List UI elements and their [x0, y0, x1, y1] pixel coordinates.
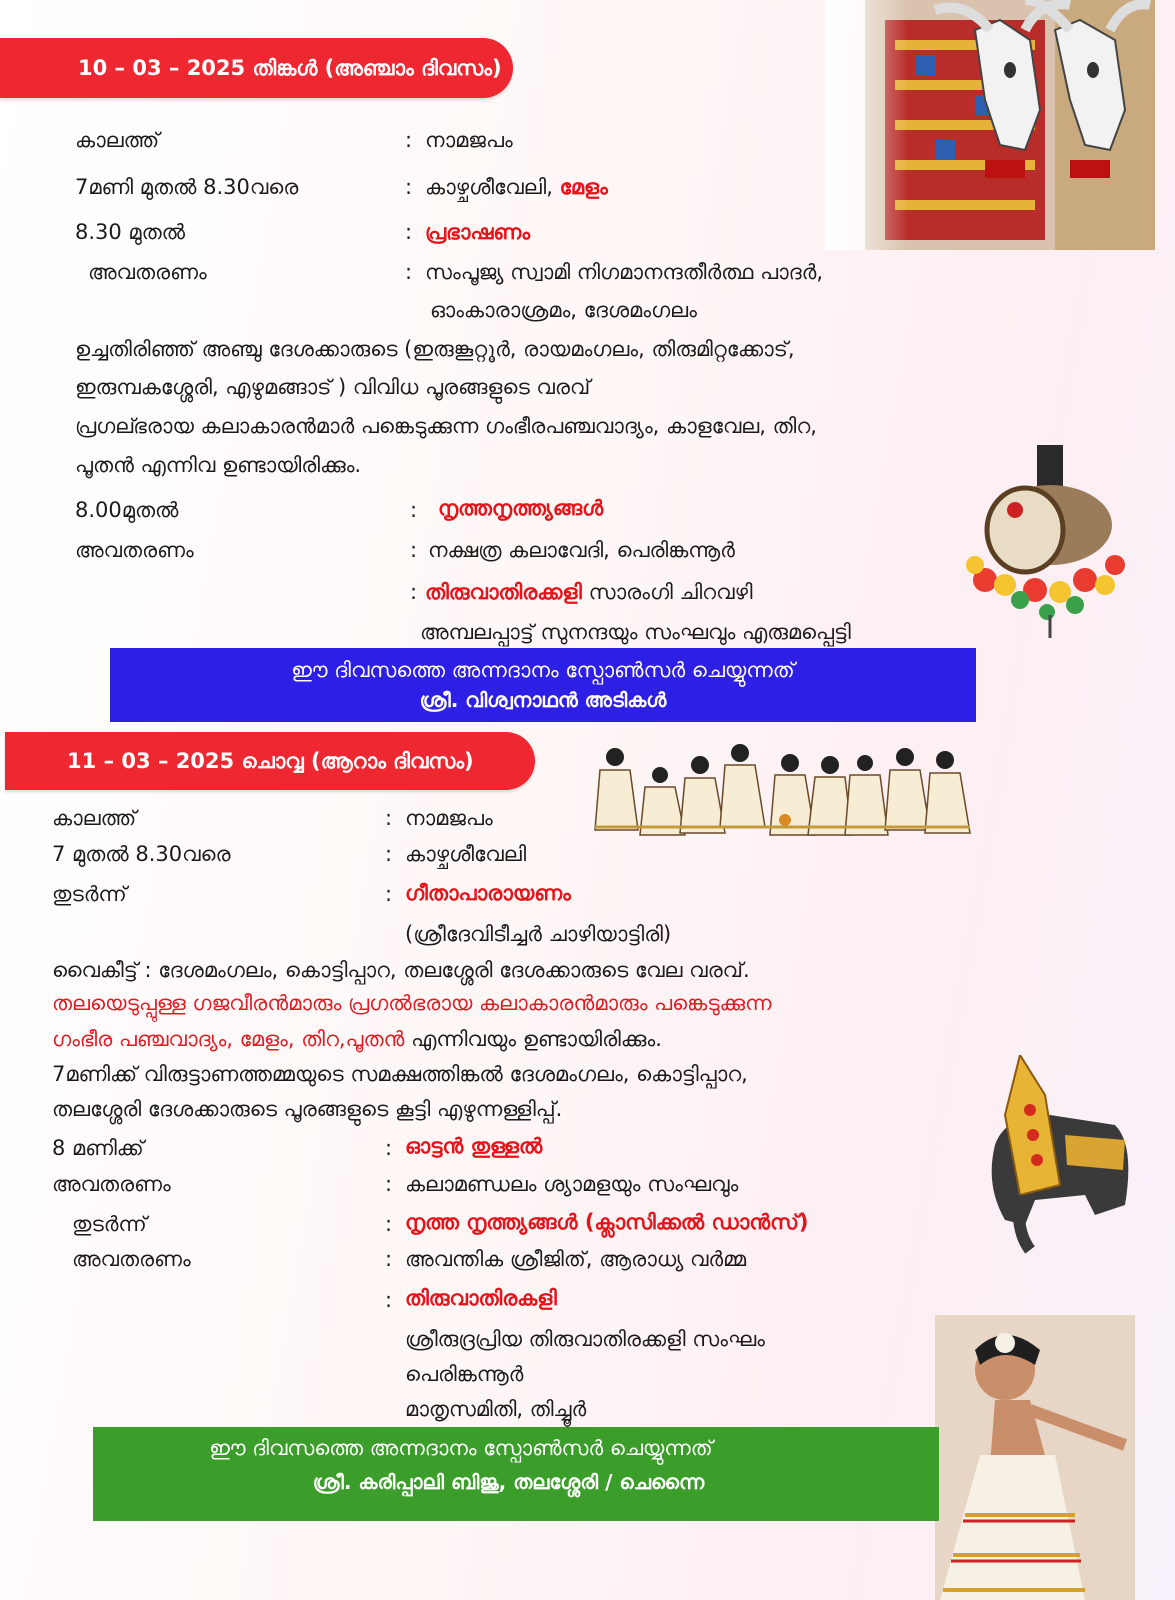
day5-row-dance-presenter-label: അവതരണം: [75, 538, 194, 562]
colon: :: [385, 882, 393, 906]
colon: :: [385, 1136, 393, 1160]
day6-row-seeveli-value: കാഴ്ചശീവേലി: [405, 842, 527, 866]
colon: :: [385, 1247, 393, 1271]
day5-presenter-value: സംപൂജ്യ സ്വാമി നിഗമാനന്ദതീർത്ഥ പാദർ,: [425, 260, 824, 284]
day5-paragraph-line2: ഇരുമ്പകശ്ശേരി, എഴുമങ്ങാട് ) വിവിധ പൂരങ്ങളുടെ വരവ്: [75, 375, 591, 399]
colon: :: [385, 1288, 393, 1312]
day6-row-dance-presenter-label: അവതരണം: [72, 1247, 191, 1271]
day5-paragraph-line1: ഉച്ചതിരിഞ്ഞ് അഞ്ചു ദേശക്കാരുടെ (ഇരുങ്കൂറ്റൂർ, രായമംഗലം, തിരുമിറ്റക്കോട്,: [75, 337, 795, 361]
day6-row-seeveli-label: 7 മുതൽ 8.30വരെ: [52, 842, 231, 866]
day5-sponsor-name: ശ്രീ. വിശ്വനാഥൻ അടികൾ: [419, 688, 667, 712]
day6-row-dance-label: തുടർന്ന്: [72, 1212, 147, 1236]
colon: :: [410, 580, 418, 604]
day6-date-banner-text: 11 – 03 – 2025 ചൊവ്വ (ആറാം ദിവസം): [67, 748, 474, 773]
day5-dance-highlight: നൃത്തനൃത്ത്യങ്ങൾ: [438, 496, 604, 520]
day6-sponsor-heading: ഈ ദിവസത്തെ അന്നദാനം സ്പോൺസർ ചെയ്യുന്നത്: [209, 1436, 713, 1460]
day6-thiruvathira-group-line2: പെരിങ്കന്നൂർ: [405, 1362, 524, 1386]
day6-thiruvathira-group-line1: ശ്രീരുദ്രപ്രിയ തിരുവാതിരക്കളി സംഘം: [405, 1327, 765, 1351]
day6-ottan-presenter-value: കലാമണ്ഡലം ശ്യാമളയും സംഘവും: [405, 1172, 739, 1196]
day6-date-banner: [5, 732, 535, 790]
day6-red-line1: തലയെടുപ്പുള്ള ഗജവീരൻമാരും പ്രഗൽഭരായ കലാകാരൻമാരും പങ്കെടുക്കുന്ന: [52, 991, 772, 1015]
day6-row-ottan-label: 8 മണിക്ക്: [52, 1136, 144, 1160]
day5-row-seeveli-label: 7മണി മുതൽ 8.30വരെ: [75, 175, 299, 199]
day6-dance-highlight: നൃത്ത നൃത്ത്യങ്ങൾ (ക്ലാസിക്കൽ ഡാൻസ്): [405, 1210, 809, 1234]
day5-date-banner: [0, 38, 513, 98]
day5-melam-highlight: മേളം: [559, 175, 608, 199]
day5-row-morning-label: കാലത്ത്: [75, 128, 160, 152]
chariot-bulls-picture: [825, 0, 1155, 250]
colon: :: [405, 175, 413, 199]
day5-dance-presenter-value: നക്ഷത്ര കലാവേദി, പെരിങ്കന്നൂർ: [428, 538, 735, 562]
day6-thiruvathira-highlight: തിരുവാതിരകളി: [405, 1286, 557, 1310]
day5-presenter-value-line2: ഓംകാരാശ്രമം, ദേശമംഗലം: [430, 298, 697, 322]
day5-row-seeveli-value: [425, 173, 608, 201]
day5-thiruvathira-highlight: തിരുവാതിരക്കളി: [425, 580, 582, 604]
day6-gita-highlight: ഗീതാപാരായണം: [405, 881, 571, 905]
day5-row-dance-label: 8.00മുതൽ: [75, 498, 179, 522]
day6-black-line2: എന്നിവയും ഉണ്ടായിരിക്കും.: [411, 1027, 662, 1051]
day5-date-banner-text: 10 – 03 – 2025 തിങ്കൾ (അഞ്ചാം ദിവസം): [78, 55, 502, 80]
day6-red-line2-wrap: [52, 1025, 662, 1053]
day6-row-ottan-presenter-label: അവതരണം: [52, 1172, 171, 1196]
colon: :: [385, 1172, 393, 1196]
day6-procession-line1: 7മണിക്ക് വിരുട്ടാണത്തമ്മയുടെ സമക്ഷത്തിങ്കൽ ദേശമംഗലം, കൊട്ടിപ്പാറ,: [52, 1062, 748, 1086]
day6-evening-line: വൈകീട്ട് : ദേശമംഗലം, കൊട്ടിപ്പാറ, തലശ്ശേരി ദേശക്കാരുടെ വേല വരവ്.: [52, 958, 750, 982]
colon: :: [385, 1212, 393, 1236]
day5-paragraph-line3: പ്രഗല്ഭരായ കലാകാരൻമാർ പങ്കെടുക്കുന്ന ഗംഭീരപഞ്ചവാദ്യം, കാളവേല, തിറ,: [75, 414, 817, 438]
day6-sponsor-box: [93, 1427, 939, 1521]
colon: :: [405, 220, 413, 244]
day6-ottan-highlight: ഓട്ടൻ തുള്ളൽ: [405, 1134, 543, 1158]
day6-dance-presenter-value: അവന്തിക ശ്രീജിത്, ആരാധ്യ വർമ്മ: [405, 1247, 747, 1271]
day6-row-morning-label: കാലത്ത്: [52, 806, 137, 830]
day6-red-line2: ഗംഭീര പഞ്ചവാദ്യം, മേളം, തിറ,പൂതൻ: [52, 1027, 405, 1051]
day6-row-morning-value: നാമജപം: [405, 806, 493, 830]
day6-sponsor-name: ശ്രീ. കരിപ്പാലി ബിജു, തലശ്ശേരി / ചെന്നൈ: [312, 1470, 705, 1494]
day5-sponsor-box: [110, 648, 976, 722]
colon: :: [410, 498, 418, 522]
day6-procession-line2: തലശ്ശേരി ദേശക്കാരുടെ പൂരങ്ങളുടെ കൂട്ടി എഴുന്നള്ളിപ്പ്.: [52, 1097, 563, 1121]
day5-sponsor-heading: ഈ ദിവസത്തെ അന്നദാനം സ്പോൺസർ ചെയ്യുന്നത്: [291, 658, 795, 682]
day5-thiruvathira-value: [425, 578, 753, 606]
colon: :: [385, 842, 393, 866]
day5-row-speech-label: 8.30 മുതൽ: [75, 220, 186, 244]
day5-thiruvathira-line2: അമ്പലപ്പാട്ട് സുനന്ദയും സംഘവും എരുമപ്പെട്ടി: [420, 620, 851, 644]
thiruvathira-dancers-picture: [590, 735, 975, 845]
day5-paragraph-line4: പൂതൻ എന്നിവ ഉണ്ടായിരിക്കും.: [75, 453, 362, 477]
day6-row-gita-label: തുടർന്ന്: [52, 882, 127, 906]
dancer-picture: [935, 1315, 1135, 1600]
day5-speech-highlight: പ്രഭാഷണം: [425, 220, 531, 244]
day6-gita-reader: (ശ്രീദേവിടീച്ചർ ചാഴിയാട്ടിരി): [405, 922, 672, 946]
colon: :: [410, 538, 418, 562]
day6-thiruvathira-group-line3: മാതൃസമിതി, തിച്ചൂർ: [405, 1397, 587, 1421]
colon: :: [405, 260, 413, 284]
colon: :: [405, 128, 413, 152]
chenda-drum-picture: [965, 440, 1135, 640]
day5-seeveli-text: കാഴ്ചശീവേലി,: [425, 175, 553, 199]
day5-row-morning-value: നാമജപം: [425, 128, 513, 152]
day5-row-presenter-label: അവതരണം: [88, 260, 207, 284]
colon: :: [385, 806, 393, 830]
elephant-picture: [975, 1055, 1135, 1255]
day5-thiruvathira-group: സാരംഗി ചിറവഴി: [588, 580, 753, 604]
